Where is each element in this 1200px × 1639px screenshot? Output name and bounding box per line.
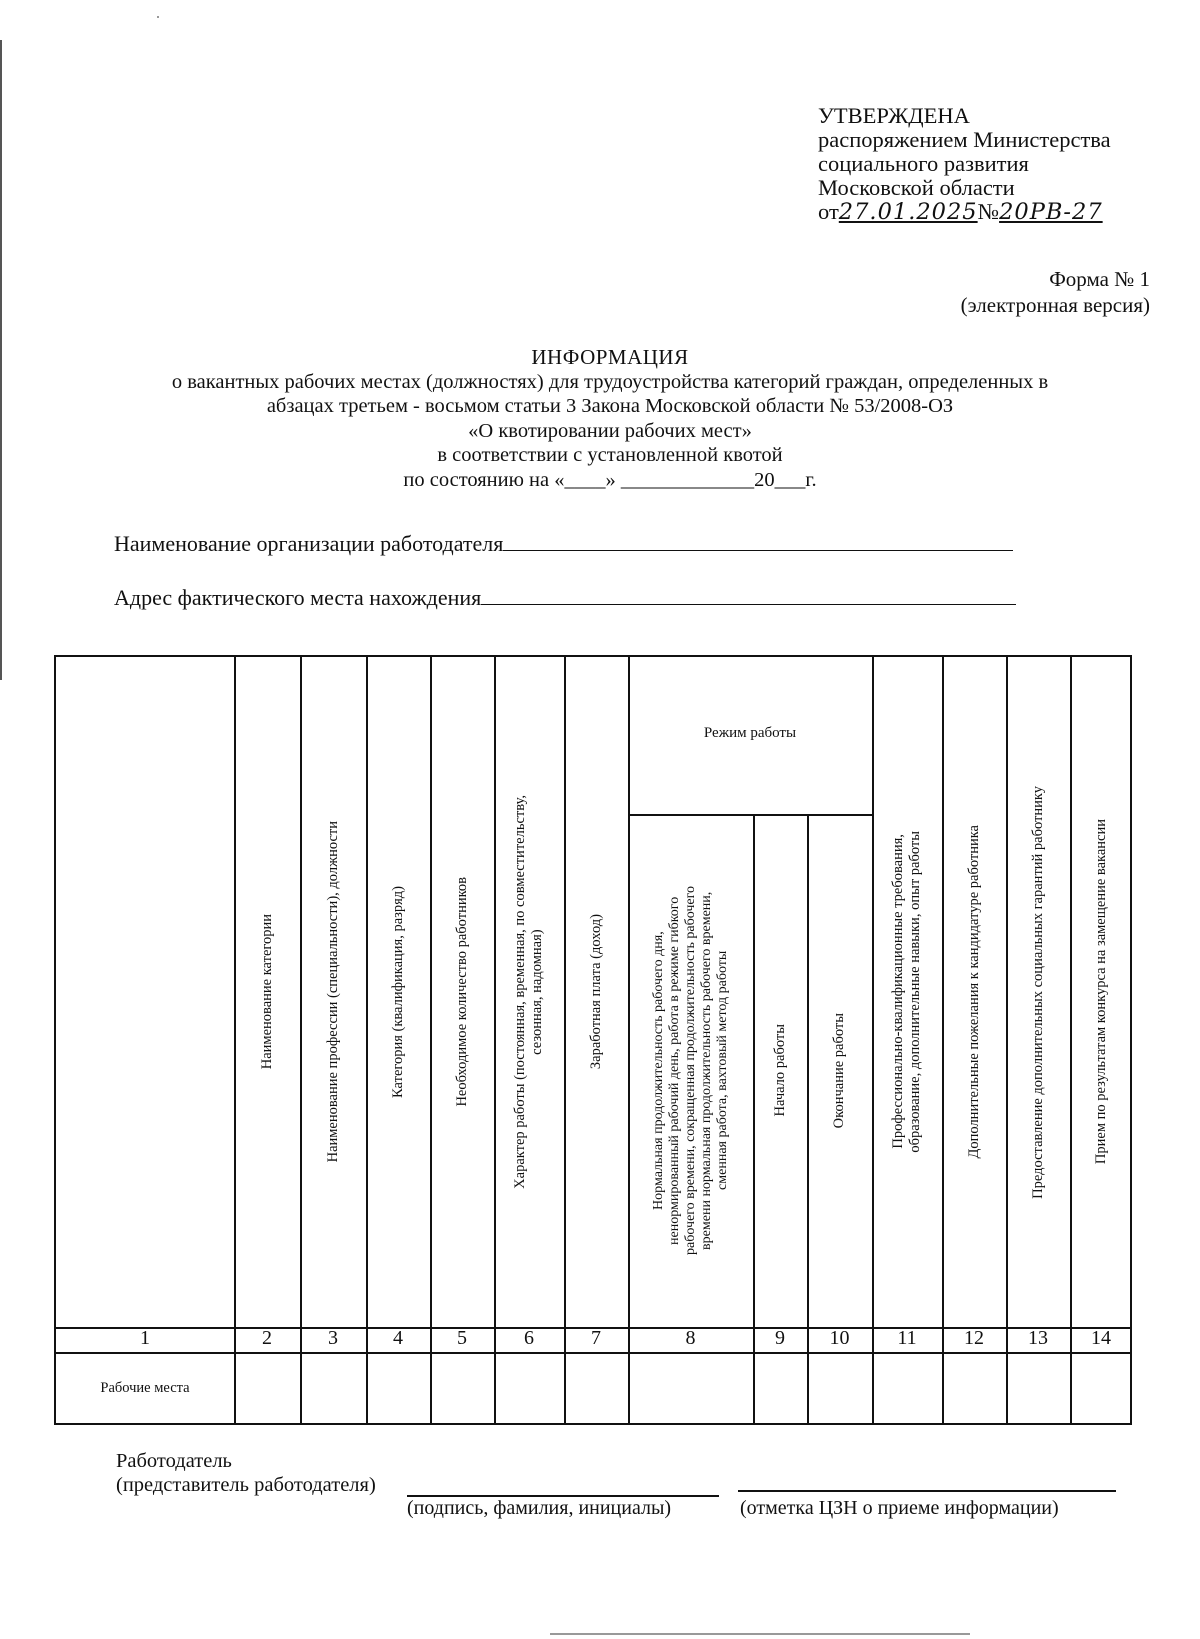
signature-block xyxy=(116,1449,376,1497)
header-col-3: Наименование профессии (специальности), должности xyxy=(324,821,341,1163)
org-name-label: Наименование организации работодателя xyxy=(114,531,504,556)
header-col-7: Заработная плата (доход) xyxy=(587,914,604,1070)
col-number-2: 2 xyxy=(262,1327,272,1349)
header-col-11: Профессионально-квалификационные требования, образование, дополнительные навыки, опыт работы xyxy=(890,831,923,1153)
col-number-4: 4 xyxy=(393,1327,403,1349)
col-number-3: 3 xyxy=(328,1327,338,1349)
approval-block xyxy=(818,104,1111,224)
title-line-3: «О квотировании рабочих мест» xyxy=(468,419,752,442)
czn-mark-underline[interactable] xyxy=(738,1490,1116,1492)
header-col-8: Нормальная продолжительность рабочего дня, ненормированный рабочий день, работа в режиме гибкого рабочего времени, сокращенная продолжительность рабочего времени нормальная продолжительность рабочего времени, сменная работа, вахтовый метод работы xyxy=(650,886,730,1255)
address-label: Адрес фактического места нахождения xyxy=(114,585,482,610)
col-number-12: 12 xyxy=(964,1327,984,1349)
signature-line-1: Работодатель xyxy=(116,1450,232,1472)
header-col-12: Дополнительные пожелания к кандидатуре работника xyxy=(965,825,982,1159)
col-number-9: 9 xyxy=(775,1327,785,1349)
col-number-11: 11 xyxy=(897,1327,917,1349)
org-name-field[interactable] xyxy=(114,528,1013,557)
col-number-13: 13 xyxy=(1028,1327,1048,1349)
col-number-1: 1 xyxy=(140,1327,150,1349)
approval-heading: УТВЕРЖДЕНА xyxy=(818,103,970,128)
document-title xyxy=(70,345,1150,492)
col-number-7: 7 xyxy=(591,1327,601,1349)
form-number: Форма № 1 xyxy=(1049,267,1150,291)
approval-date-line xyxy=(818,200,1111,224)
title-heading: ИНФОРМАЦИЯ xyxy=(531,345,689,369)
address-field[interactable] xyxy=(114,582,1016,611)
col-number-10: 10 xyxy=(829,1327,850,1349)
signature-caption: (подпись, фамилия, инициалы) xyxy=(407,1497,672,1519)
col-number-5: 5 xyxy=(457,1327,467,1349)
approval-line-3: Московской области xyxy=(818,175,1015,200)
header-col-5: Необходимое количество работников xyxy=(453,877,470,1107)
approval-line-2: социального развития xyxy=(818,151,1029,176)
scan-speck xyxy=(157,16,159,18)
address-underline[interactable] xyxy=(481,582,1016,605)
scan-bottom-line xyxy=(550,1633,970,1635)
col-number-8: 8 xyxy=(685,1327,696,1349)
title-line-5: по состоянию на «____» _____________20___г. xyxy=(403,468,817,491)
header-rezhim-raboty: Режим работы xyxy=(703,725,797,741)
title-line-2: абзацах третьем - восьмом статьи 3 Закона Московской области № 53/2008-ОЗ xyxy=(266,395,954,417)
handwritten-number: 20РВ-27 xyxy=(999,199,1103,225)
form-version: (электронная версия) xyxy=(960,293,1150,317)
col-number-6: 6 xyxy=(524,1327,534,1349)
form-number-block xyxy=(961,266,1150,318)
header-col-2: Наименование категории xyxy=(258,914,275,1070)
approval-line-1: распоряжением Министерства xyxy=(818,127,1111,152)
handwritten-date: 27.01.2025 xyxy=(838,199,978,225)
header-col-13: Предоставление дополнительных социальных гарантий работнику xyxy=(1029,785,1046,1199)
vacancy-table xyxy=(54,655,1132,1425)
header-col-6: Характер работы (постоянная, временная, по совместительству, сезонная, надомная) xyxy=(512,795,545,1189)
title-line-4: в соответствии с установленной квотой xyxy=(437,444,783,466)
scan-edge-line xyxy=(0,40,2,680)
czn-mark-caption: (отметка ЦЗН о приеме информации) xyxy=(740,1497,1059,1519)
number-sign: № xyxy=(977,199,1000,224)
title-line-1: о вакантных рабочих местах (должностях) для трудоустройства категорий граждан, определенных в xyxy=(171,370,1049,393)
signature-line-2: (представитель работодателя) xyxy=(116,1474,376,1496)
header-col-10: Окончание работы xyxy=(831,1012,847,1129)
org-name-underline[interactable] xyxy=(503,528,1013,551)
date-prefix: от xyxy=(818,199,839,224)
header-col-14: Прием по результатам конкурса на замещение вакансии xyxy=(1092,819,1109,1165)
col-number-14: 14 xyxy=(1091,1327,1111,1349)
header-col-9: Начало работы xyxy=(771,1024,788,1117)
row-label-rabochie-mesta: Рабочие места xyxy=(100,1380,190,1396)
header-col-4: Категория (квалификация, разряд) xyxy=(389,886,406,1098)
